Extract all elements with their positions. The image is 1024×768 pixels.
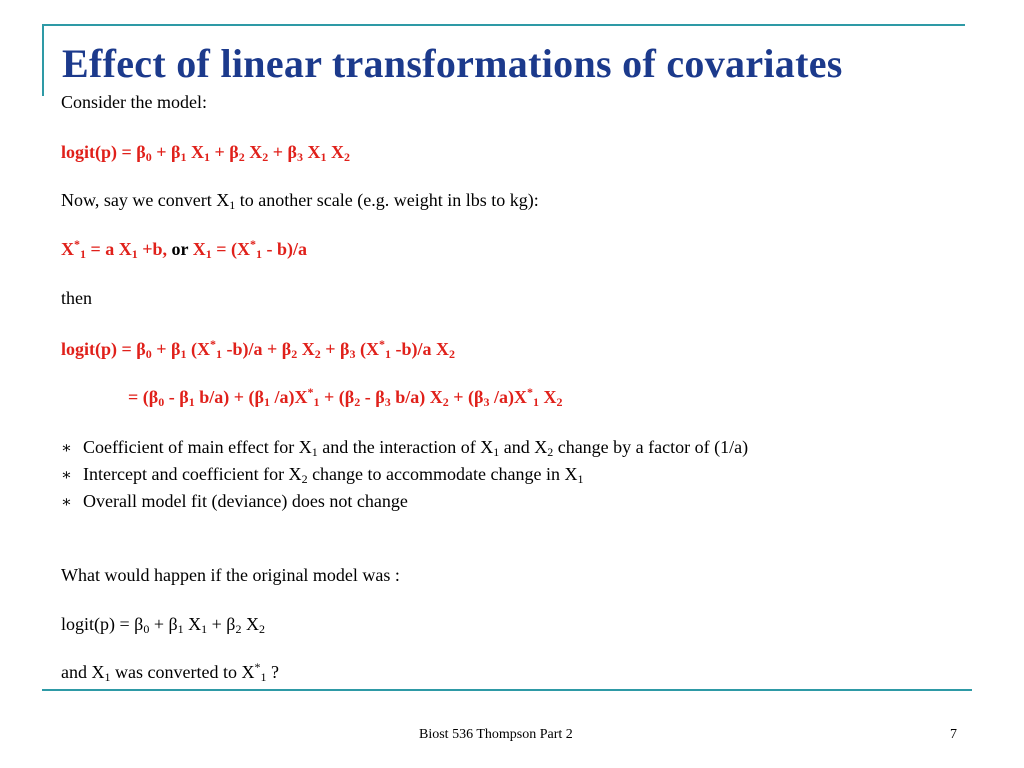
rearranged-equation: = ($\beta_0 - \beta_1$ $b/a) + (\beta_1$ $/a)X^*_1 + (\beta_2 - \beta_3$ b/a) $X_2 + (\beta_3$ $/a)X^*_1$ $X_2$ — [128, 385, 563, 409]
or-word: or — [167, 239, 193, 259]
bullet-item: ∗ Coefficient of main effect for $X_1$ and the interaction of $X_1$ and $X_2$ change by a factor of (1/a) — [61, 437, 749, 459]
asterisk-bullet-icon: ∗ — [61, 494, 72, 511]
then-text: then — [61, 288, 92, 308]
footer-rule — [42, 689, 972, 691]
original-model-equation: logit(p) = $\beta_0 + \beta_1$ $X_1 + \beta_2$ $X_2$ — [61, 614, 265, 636]
title-left-rule — [42, 24, 44, 96]
conversion-question: and $X_1$ was converted to $X^*_1$ ? — [61, 660, 279, 684]
asterisk-bullet-icon: ∗ — [61, 440, 72, 457]
consider-text: Consider the model: — [61, 92, 207, 112]
slide-title: Effect of linear transformations of covariates — [62, 41, 843, 86]
model-equation: logit(p) = $\beta_0 + \beta_1$ $X_1 + \beta_2$ $X_2 + \beta_3$ $X_1$ $X_2$ — [61, 142, 350, 164]
question-text: What would happen if the original model was : — [61, 565, 400, 585]
title-top-rule — [42, 24, 965, 26]
transformed-equation: logit(p) = $\beta_0 + \beta_1$ ($X^*_1$ $-b)/a + \beta_2$ $X_2 + \beta_3$ ($X^*_1$ -b)/a $X_2$ — [61, 337, 455, 361]
footer-course-label: Biost 536 Thompson Part 2 — [419, 727, 573, 742]
asterisk-bullet-icon: ∗ — [61, 467, 72, 484]
conversion-equation: $X^*_1 = a$ $X_1 +b$, or $X_1 = (X^*_1 - b)/a$ — [61, 237, 307, 261]
page-number: 7 — [950, 727, 957, 742]
bullet-item: ∗ Overall model fit (deviance) does not change — [61, 491, 408, 511]
bullet-item: ∗ Intercept and coefficient for $X_2$ change to accommodate change in $X_1$ — [61, 464, 584, 486]
conversion-intro: Now, say we convert $X_1$ to another scale (e.g. weight in lbs to kg): — [61, 190, 539, 212]
